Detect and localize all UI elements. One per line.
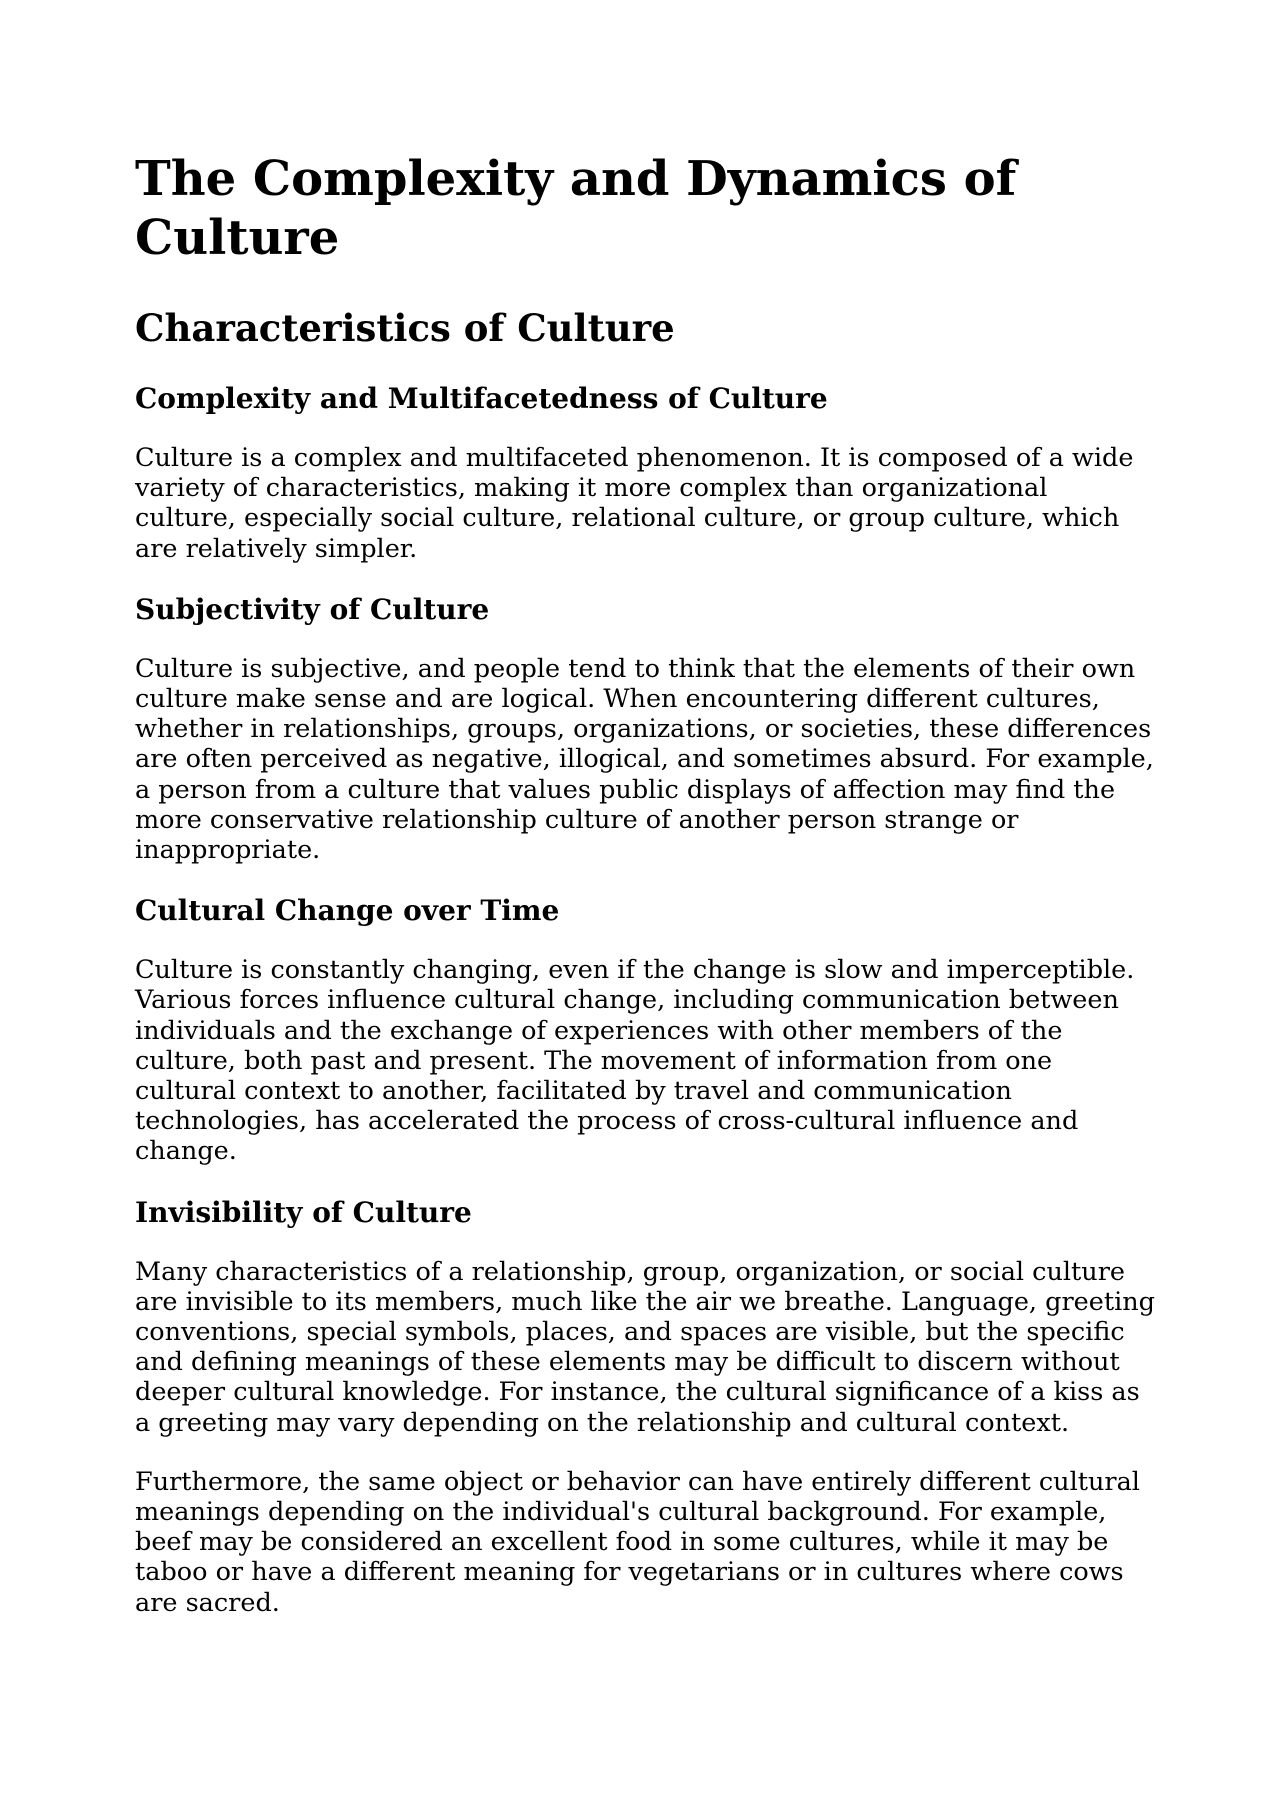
subsection-title: Cultural Change over Time xyxy=(135,894,560,928)
section-cultural-change xyxy=(135,894,1155,1166)
section-complexity xyxy=(135,382,1155,564)
subsection-title: Complexity and Multifacetedness of Culture xyxy=(135,382,828,415)
paragraph: Culture is subjective, and people tend to think that the elements of their own culture make sense and are logical. When encountering different cultures, whether in relationships, groups, organizations, or societies, these differences are often perceived as negative, illogical, and sometimes absurd. For example, a person from a culture that values public displays of affection may find the more conservative relationship culture of another person strange or inappropriate. xyxy=(135,653,1154,866)
paragraph: Furthermore, the same object or behavior can have entirely different cultural meanings depending on the individual's cultural background. For example, beef may be considered an excellent food in some cultures, while it may be taboo or have a different meaning for vegetarians or in cultures where cows are sacred. xyxy=(135,1466,1140,1618)
subsection-title: Subjectivity of Culture xyxy=(135,592,490,626)
paragraph: Many characteristics of a relationship, group, organization, or social culture are invisible to its members, much like the air we breathe. Language, greeting conventions, special symbols, places, and spaces are visible, but the specific and defining meanings of these elements may be difficult to discern without deeper cultural knowledge. For instance, the cultural significance of a kiss as a greeting may vary depending on the relationship and cultural context. xyxy=(135,1256,1155,1438)
section-invisibility xyxy=(135,1196,1155,1618)
paragraph: Culture is constantly changing, even if the change is slow and imperceptible. Various forces influence cultural change, including communication between individuals and the exchange of experiences with other members of the culture, both past and present. The movement of information from one cultural context to another, facilitated by travel and communication technologies, has accelerated the process of cross-cultural influence and change. xyxy=(135,955,1135,1167)
section-heading: Characteristics of Culture xyxy=(135,306,675,350)
document-title: The Complexity and Dynamics of Culture xyxy=(135,151,1017,266)
subsection-title: Invisibility of Culture xyxy=(135,1195,472,1229)
section-subjectivity xyxy=(135,593,1155,865)
paragraph: Culture is a complex and multifaceted phenomenon. It is composed of a wide variety of characteristics, making it more complex than organizational culture, especially social culture, relational culture, or group culture, which are relatively simpler. xyxy=(135,443,1134,564)
document-page xyxy=(135,150,1155,1647)
